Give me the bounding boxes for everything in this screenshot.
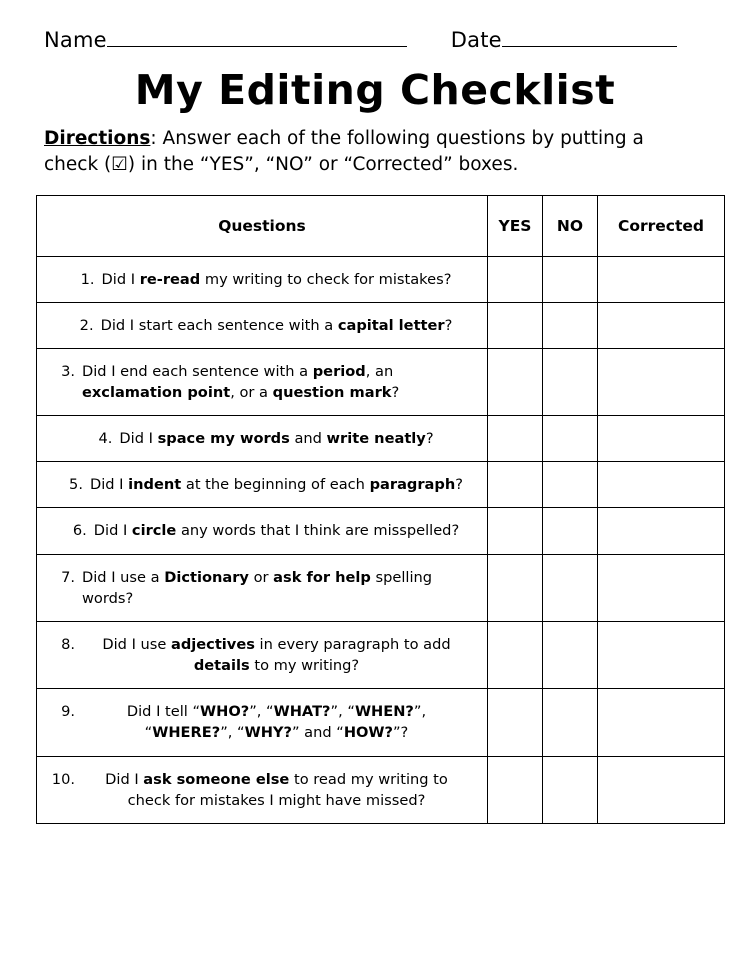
checkbox-cell-no[interactable] (543, 554, 598, 621)
question-number: 10. (51, 770, 75, 788)
question-text: Did I ask someone else to read my writing to check for mistakes I might have missed? (105, 770, 448, 809)
directions-body: : Answer each of the following questions by putting a check (☑) in the “YES”, “NO” or “Corrected” boxes. (44, 128, 644, 176)
checkbox-cell-yes[interactable] (488, 256, 543, 302)
checkbox-cell-corrected[interactable] (598, 508, 725, 554)
question-cell (37, 462, 488, 508)
directions-text (36, 126, 714, 179)
question-cell (37, 416, 488, 462)
checkbox-cell-corrected[interactable] (598, 302, 725, 348)
question-number: 8. (61, 635, 75, 653)
question-text: Did I tell “WHO?”, “WHAT?”, “WHEN?”, “WHERE?”, “WHY?” and “HOW?”? (126, 703, 427, 742)
question-text: Did I circle any words that I think are misspelled? (93, 522, 460, 540)
checkbox-cell-corrected[interactable] (598, 256, 725, 302)
checkbox-cell-no[interactable] (543, 416, 598, 462)
question-row (51, 520, 471, 541)
checkbox-cell-yes[interactable] (488, 348, 543, 415)
question-number: 2. (79, 316, 94, 334)
checkbox-cell-no[interactable] (543, 508, 598, 554)
checkbox-cell-corrected[interactable] (598, 462, 725, 508)
column-header-corrected: Corrected (598, 195, 725, 256)
question-row (51, 567, 471, 609)
question-cell (37, 689, 488, 756)
date-label: Date (450, 28, 502, 52)
question-cell (37, 756, 488, 823)
checkbox-cell-corrected[interactable] (598, 554, 725, 621)
question-number: 7. (61, 568, 75, 586)
question-text: Did I re-read my writing to check for mistakes? (101, 270, 452, 288)
checkbox-cell-yes[interactable] (488, 416, 543, 462)
checkbox-cell-no[interactable] (543, 462, 598, 508)
checkbox-cell-no[interactable] (543, 756, 598, 823)
question-row (51, 769, 471, 811)
table-row (37, 689, 725, 756)
question-cell (37, 256, 488, 302)
question-number: 4. (98, 430, 113, 448)
question-text: Did I use a Dictionary or ask for help spelling words? (82, 568, 433, 607)
question-text: Did I space my words and write neatly? (119, 430, 434, 448)
column-header-no: NO (543, 195, 598, 256)
table-row (37, 302, 725, 348)
checklist-table (36, 195, 725, 824)
checkbox-cell-no[interactable] (543, 302, 598, 348)
question-row (51, 701, 471, 743)
checkbox-cell-corrected[interactable] (598, 621, 725, 688)
checkbox-cell-yes[interactable] (488, 508, 543, 554)
checkbox-cell-corrected[interactable] (598, 348, 725, 415)
question-cell (37, 621, 488, 688)
checkbox-cell-yes[interactable] (488, 462, 543, 508)
table-head (37, 195, 725, 256)
question-text: Did I start each sentence with a capital letter? (100, 316, 453, 334)
checkbox-cell-yes[interactable] (488, 554, 543, 621)
checkbox-cell-no[interactable] (543, 348, 598, 415)
question-row (51, 634, 471, 676)
checkbox-cell-yes[interactable] (488, 756, 543, 823)
table-row (37, 416, 725, 462)
question-cell (37, 554, 488, 621)
name-label: Name (44, 28, 107, 52)
page-title: My Editing Checklist (134, 66, 616, 114)
date-input-rule[interactable] (502, 45, 677, 47)
checkbox-cell-corrected[interactable] (598, 756, 725, 823)
question-row (51, 315, 471, 336)
question-number: 5. (69, 476, 83, 494)
checkbox-cell-yes[interactable] (488, 302, 543, 348)
checkbox-cell-no[interactable] (543, 689, 598, 756)
table-row (37, 554, 725, 621)
checkbox-cell-no[interactable] (543, 256, 598, 302)
table-row (37, 508, 725, 554)
question-row (51, 474, 471, 495)
checkbox-cell-corrected[interactable] (598, 416, 725, 462)
table-row (37, 756, 725, 823)
question-number: 1. (80, 270, 95, 288)
table-row (37, 256, 725, 302)
question-text: Did I use adjectives in every paragraph to add details to my writing? (102, 635, 451, 675)
name-input-rule[interactable] (107, 45, 407, 47)
question-number: 9. (61, 703, 75, 721)
name-date-line (36, 28, 714, 52)
directions-label: Directions (44, 128, 151, 149)
question-number: 6. (72, 522, 87, 540)
question-row (51, 269, 471, 290)
question-row (51, 361, 471, 403)
question-cell (37, 302, 488, 348)
checkbox-cell-yes[interactable] (488, 689, 543, 756)
question-text: Did I end each sentence with a period, an exclamation point, or a question mark? (82, 362, 400, 401)
column-header-yes: YES (488, 195, 543, 256)
table-body (37, 256, 725, 823)
checkbox-cell-yes[interactable] (488, 621, 543, 688)
checkbox-cell-corrected[interactable] (598, 689, 725, 756)
table-row (37, 462, 725, 508)
question-number: 3. (61, 362, 75, 380)
column-header-questions: Questions (37, 195, 488, 256)
table-row (37, 348, 725, 415)
table-header-row (37, 195, 725, 256)
question-text: Did I indent at the beginning of each paragraph? (89, 476, 463, 494)
table-row (37, 621, 725, 688)
question-row (51, 428, 471, 449)
question-cell (37, 508, 488, 554)
checkbox-cell-no[interactable] (543, 621, 598, 688)
question-cell (37, 348, 488, 415)
